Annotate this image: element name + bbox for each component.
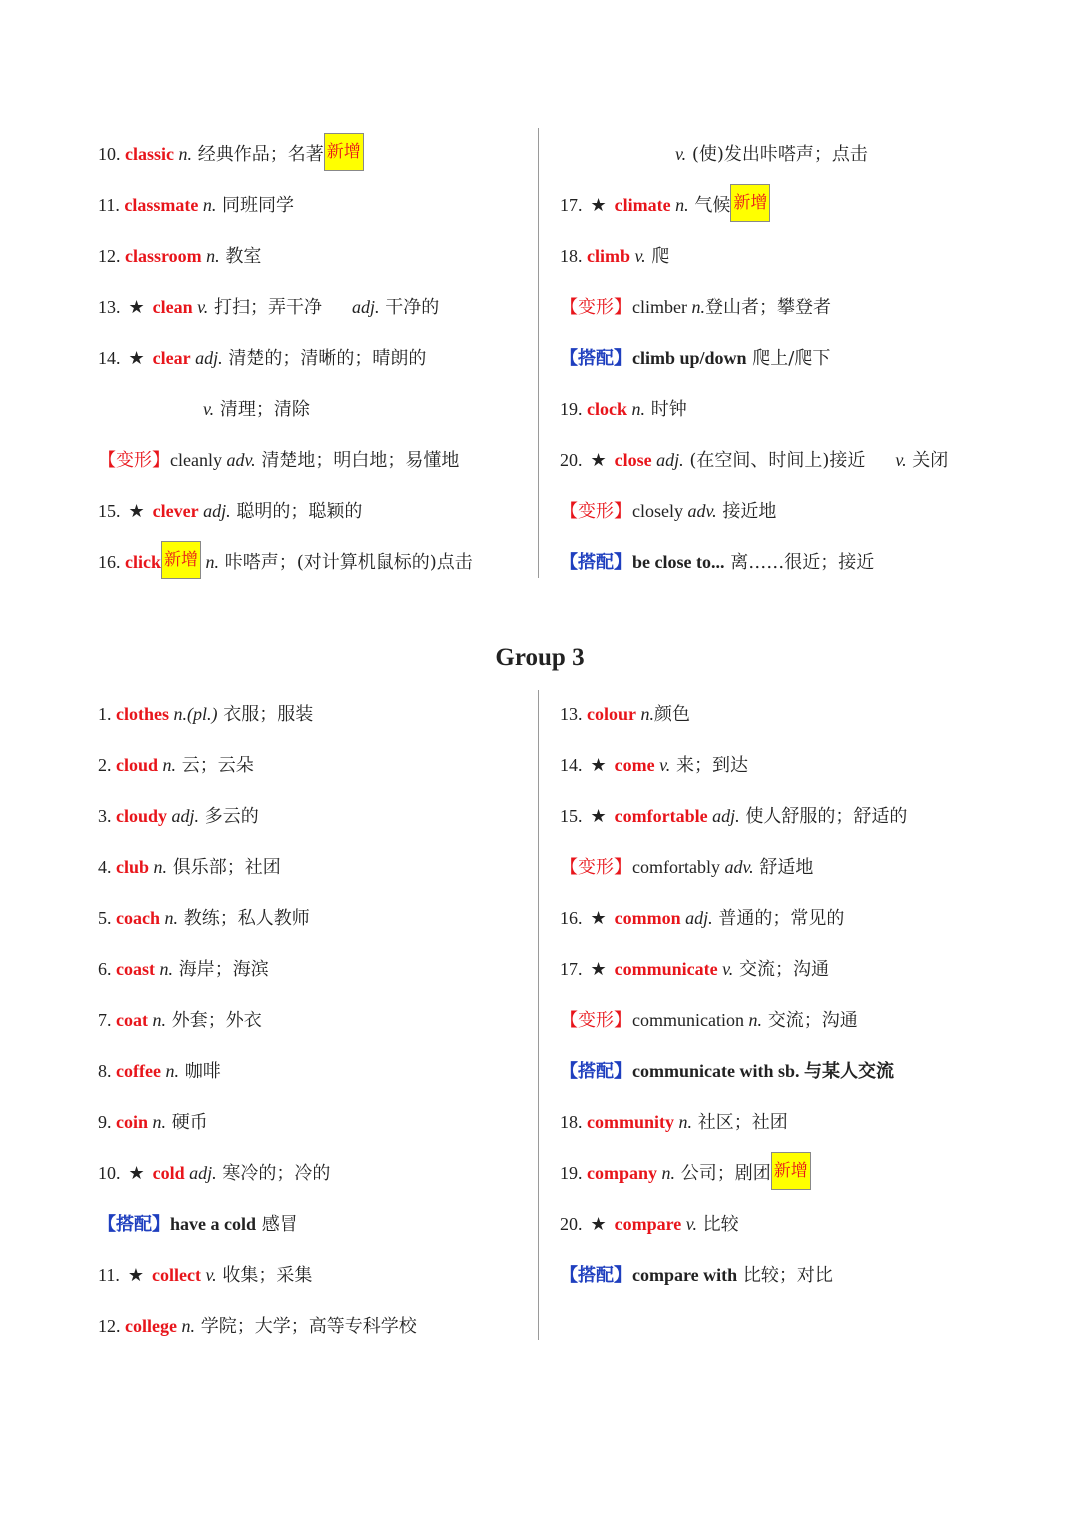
vocab-entry	[560, 292, 831, 322]
vocab-entry	[560, 394, 687, 424]
part-of-speech: n.	[147, 1010, 166, 1030]
definition: 感冒	[256, 1214, 298, 1235]
vocab-entry	[560, 1005, 858, 1035]
definition: 经典作品；名著	[192, 144, 324, 165]
definition: 登山者；攀登者	[704, 297, 831, 318]
vocab-entry	[98, 139, 364, 169]
definition: 交流；沟通	[733, 959, 830, 980]
entry-tag: 【变形】	[98, 450, 170, 471]
collocation: climb up/down	[632, 348, 747, 368]
entry-number: 20.	[560, 1214, 583, 1234]
entry-number: 16.	[560, 908, 583, 928]
part-of-speech: v.	[675, 144, 687, 164]
definition: 干净的	[379, 297, 440, 318]
entry-tag: 【变形】	[560, 297, 632, 318]
entry-tag: 【搭配】	[560, 1061, 632, 1082]
entry-number: 8.	[98, 1061, 116, 1081]
bottom-column-divider	[538, 690, 539, 1340]
definition: (在空间、时间上)接近	[683, 450, 866, 471]
headword: climate	[614, 195, 671, 215]
star-icon: ★	[128, 501, 145, 522]
definition: 同班同学	[216, 195, 295, 216]
definition: 接近地	[716, 501, 777, 522]
definition: 云；云朵	[176, 755, 254, 776]
collocation: be close to...	[632, 552, 725, 572]
part-of-speech: n.	[160, 908, 178, 928]
new-badge: 新增	[730, 184, 770, 222]
part-of-speech: n.	[201, 246, 220, 266]
headword: coin	[116, 1112, 149, 1132]
headword: clock	[587, 399, 627, 419]
top-column-divider	[538, 128, 539, 578]
part-of-speech: n.	[691, 297, 705, 317]
entry-tag: 【变形】	[560, 1010, 632, 1031]
collocation: compare with	[632, 1265, 738, 1285]
headword: click	[125, 552, 161, 572]
entry-number: 14.	[98, 348, 121, 368]
headword: compare	[614, 1214, 682, 1234]
vocab-entry	[98, 1260, 312, 1290]
vocab-entry	[560, 496, 776, 526]
vocab-entry	[203, 394, 310, 424]
headword: clear	[152, 348, 191, 368]
vocab-entry	[98, 547, 473, 577]
vocab-entry	[560, 241, 669, 271]
collocation: have a cold	[170, 1214, 257, 1234]
star-icon: ★	[590, 959, 607, 980]
entry-number: 15.	[560, 806, 583, 826]
entry-number: 6.	[98, 959, 116, 979]
entry-number: 7.	[98, 1010, 116, 1030]
part-of-speech: n.	[176, 1316, 195, 1336]
part-of-speech: n.	[627, 399, 645, 419]
entry-tag: 【搭配】	[560, 1265, 632, 1286]
new-badge: 新增	[161, 541, 201, 579]
definition: 教练；私人教师	[178, 908, 310, 929]
part-of-speech: adj.	[707, 806, 740, 826]
entry-number: 14.	[560, 755, 583, 775]
definition: 学院；大学；高等专科学校	[194, 1316, 417, 1337]
star-icon: ★	[128, 348, 145, 369]
entry-number: 4.	[98, 857, 116, 877]
definition: 海岸；海滨	[173, 959, 269, 980]
star-icon: ★	[590, 1214, 607, 1235]
entry-number: 17.	[560, 195, 583, 215]
headword: coast	[116, 959, 155, 979]
headword: college	[125, 1316, 177, 1336]
variant-word: comfortably	[632, 857, 725, 877]
entry-number: 5.	[98, 908, 116, 928]
part-of-speech: v.	[203, 399, 215, 419]
definition: 外套；外衣	[165, 1010, 262, 1031]
headword: coat	[116, 1010, 148, 1030]
variant-word: communication	[632, 1010, 749, 1030]
headword: cloud	[116, 755, 159, 775]
definition: 爬上/爬下	[746, 348, 831, 369]
entry-number: 19.	[560, 1163, 587, 1183]
vocab-entry	[98, 1311, 417, 1341]
part-of-speech: adj.	[184, 1163, 217, 1183]
vocab-entry	[98, 1005, 262, 1035]
vocab-entry	[560, 1260, 833, 1290]
headword: cloudy	[116, 806, 168, 826]
definition: 咔嗒声；(对计算机鼠标的)点击	[219, 552, 473, 573]
vocab-entry	[560, 1107, 788, 1137]
vocab-entry	[98, 801, 259, 831]
headword: community	[587, 1112, 674, 1132]
headword: comfortable	[614, 806, 708, 826]
headword: clever	[152, 501, 199, 521]
entry-number: 3.	[98, 806, 116, 826]
part-of-speech: n.	[674, 1112, 692, 1132]
vocab-entry	[560, 547, 874, 577]
definition: 俱乐部；社团	[167, 857, 281, 878]
vocab-entry	[560, 750, 748, 780]
vocab-entry	[560, 954, 829, 984]
part-of-speech: v.	[192, 297, 209, 317]
part-of-speech: n.(pl.)	[169, 704, 218, 724]
part-of-speech: v.	[654, 755, 671, 775]
vocab-entry	[98, 699, 313, 729]
part-of-speech: v.	[681, 1214, 697, 1234]
definition: 清楚地；明白地；易懂地	[255, 450, 460, 471]
headword: clothes	[116, 704, 169, 724]
vocab-entry	[560, 801, 907, 831]
headword: communicate	[614, 959, 718, 979]
part-of-speech: n.	[657, 1163, 676, 1183]
vocab-entry	[98, 903, 310, 933]
part-of-speech: adj.	[190, 348, 223, 368]
part-of-speech: n.	[201, 552, 219, 572]
headword: company	[587, 1163, 658, 1183]
vocab-entry	[98, 1056, 221, 1086]
collocation: communicate with sb. 与某人交流	[632, 1061, 894, 1081]
definition: 比较	[696, 1214, 739, 1235]
definition: 爬	[645, 246, 670, 267]
part-of-speech: v.	[200, 1265, 217, 1285]
part-of-speech: v.	[895, 450, 907, 470]
definition: 气候	[688, 195, 731, 216]
vocab-entry	[560, 903, 844, 933]
definition: 公司；剧团	[675, 1163, 771, 1184]
entry-tag: 【变形】	[560, 501, 632, 522]
definition: 硬币	[166, 1112, 208, 1133]
part-of-speech: n.	[160, 1061, 179, 1081]
entry-number: 10.	[98, 144, 125, 164]
part-of-speech: adj.	[680, 908, 713, 928]
part-of-speech: adv.	[687, 501, 717, 521]
star-icon: ★	[127, 1265, 144, 1286]
entry-number: 10.	[98, 1163, 121, 1183]
vocab-entry	[560, 1209, 739, 1239]
headword: cold	[152, 1163, 185, 1183]
vocab-entry	[675, 139, 868, 169]
part-of-speech: n.	[158, 755, 177, 775]
definition: 多云的	[199, 806, 259, 827]
vocab-entry	[98, 1209, 298, 1239]
headword: colour	[587, 704, 636, 724]
definition: 清理；清除	[214, 399, 310, 420]
headword: classmate	[124, 195, 199, 215]
vocab-entry	[560, 190, 770, 220]
definition: 咖啡	[178, 1061, 221, 1082]
new-badge: 新增	[771, 1152, 811, 1190]
star-icon: ★	[590, 195, 607, 216]
headword: classic	[125, 144, 174, 164]
definition: 社区；社团	[692, 1112, 788, 1133]
vocab-entry	[560, 852, 813, 882]
vocab-entry	[98, 852, 281, 882]
entry-number: 18.	[560, 1112, 587, 1132]
vocab-entry	[98, 190, 294, 220]
vocab-entry	[98, 241, 261, 271]
vocab-entry	[560, 445, 948, 475]
vocab-entry	[560, 699, 690, 729]
part-of-speech: adv.	[724, 857, 754, 877]
entry-tag: 【搭配】	[560, 552, 632, 573]
variant-word: closely	[632, 501, 688, 521]
definition: 使人舒服的；舒适的	[739, 806, 908, 827]
definition: 收集；采集	[216, 1265, 313, 1286]
entry-number: 20.	[560, 450, 583, 470]
entry-number: 16.	[98, 552, 125, 572]
headword: coffee	[116, 1061, 161, 1081]
entry-number: 19.	[560, 399, 587, 419]
group-title: Group 3	[495, 644, 585, 671]
headword: come	[614, 755, 655, 775]
vocab-entry	[98, 1107, 208, 1137]
part-of-speech: n.	[174, 144, 192, 164]
entry-number: 11.	[98, 1265, 120, 1285]
part-of-speech: adj.	[198, 501, 231, 521]
part-of-speech: n.	[636, 704, 654, 724]
vocab-entry	[98, 954, 269, 984]
definition: 清楚的；清晰的；晴朗的	[222, 348, 427, 369]
vocab-entry	[560, 1158, 811, 1188]
headword: collect	[151, 1265, 201, 1285]
definition: 教室	[219, 246, 262, 267]
definition: 颜色	[654, 704, 690, 725]
definition: 时钟	[645, 399, 687, 420]
part-of-speech: adj.	[352, 297, 380, 317]
part-of-speech: n.	[198, 195, 217, 215]
entry-number: 13.	[560, 704, 587, 724]
headword: climb	[587, 246, 630, 266]
definition: (使)发出咔嗒声；点击	[686, 144, 868, 165]
definition: 离……很近；接近	[724, 552, 875, 573]
entry-number: 9.	[98, 1112, 116, 1132]
vocab-entry	[560, 1056, 894, 1086]
vocab-entry	[98, 1158, 330, 1188]
headword: common	[614, 908, 681, 928]
part-of-speech: n.	[155, 959, 173, 979]
part-of-speech: v.	[630, 246, 646, 266]
entry-number: 1.	[98, 704, 116, 724]
entry-tag: 【搭配】	[98, 1214, 170, 1235]
vocab-entry	[98, 445, 459, 475]
part-of-speech: adv.	[226, 450, 256, 470]
vocab-entry	[98, 292, 439, 322]
headword: close	[614, 450, 652, 470]
definition: 普通的；常见的	[712, 908, 845, 929]
headword: club	[116, 857, 150, 877]
definition: 来；到达	[670, 755, 749, 776]
part-of-speech: n.	[148, 1112, 167, 1132]
definition: 交流；沟通	[761, 1010, 858, 1031]
entry-number: 12.	[98, 1316, 125, 1336]
part-of-speech: n.	[670, 195, 689, 215]
vocab-entry	[98, 750, 254, 780]
entry-tag: 【搭配】	[560, 348, 632, 369]
definition: 打扫；弄干净	[208, 297, 323, 318]
definition: 比较；对比	[737, 1265, 833, 1286]
headword: clean	[152, 297, 193, 317]
entry-number: 15.	[98, 501, 121, 521]
star-icon: ★	[590, 908, 607, 929]
new-badge: 新增	[324, 133, 364, 171]
part-of-speech: adj.	[167, 806, 200, 826]
definition: 舒适地	[753, 857, 814, 878]
entry-number: 11.	[98, 195, 125, 215]
entry-number: 13.	[98, 297, 121, 317]
definition: 衣服；服装	[217, 704, 314, 725]
star-icon: ★	[590, 450, 607, 471]
part-of-speech: v.	[717, 959, 734, 979]
star-icon: ★	[590, 755, 607, 776]
vocab-entry	[98, 496, 362, 526]
definition: 关闭	[906, 450, 949, 471]
part-of-speech: adj.	[651, 450, 684, 470]
variant-word: climber	[632, 297, 692, 317]
definition: 聪明的；聪颖的	[230, 501, 363, 522]
star-icon: ★	[128, 297, 145, 318]
star-icon: ★	[128, 1163, 145, 1184]
headword: classroom	[125, 246, 202, 266]
part-of-speech: n.	[149, 857, 168, 877]
headword: coach	[116, 908, 160, 928]
entry-number: 17.	[560, 959, 583, 979]
entry-number: 12.	[98, 246, 125, 266]
vocab-entry	[560, 343, 830, 373]
entry-tag: 【变形】	[560, 857, 632, 878]
star-icon: ★	[590, 806, 607, 827]
entry-number: 2.	[98, 755, 116, 775]
entry-number: 18.	[560, 246, 587, 266]
variant-word: cleanly	[170, 450, 227, 470]
definition: 寒冷的；冷的	[216, 1163, 331, 1184]
part-of-speech: n.	[748, 1010, 762, 1030]
vocab-entry	[98, 343, 426, 373]
